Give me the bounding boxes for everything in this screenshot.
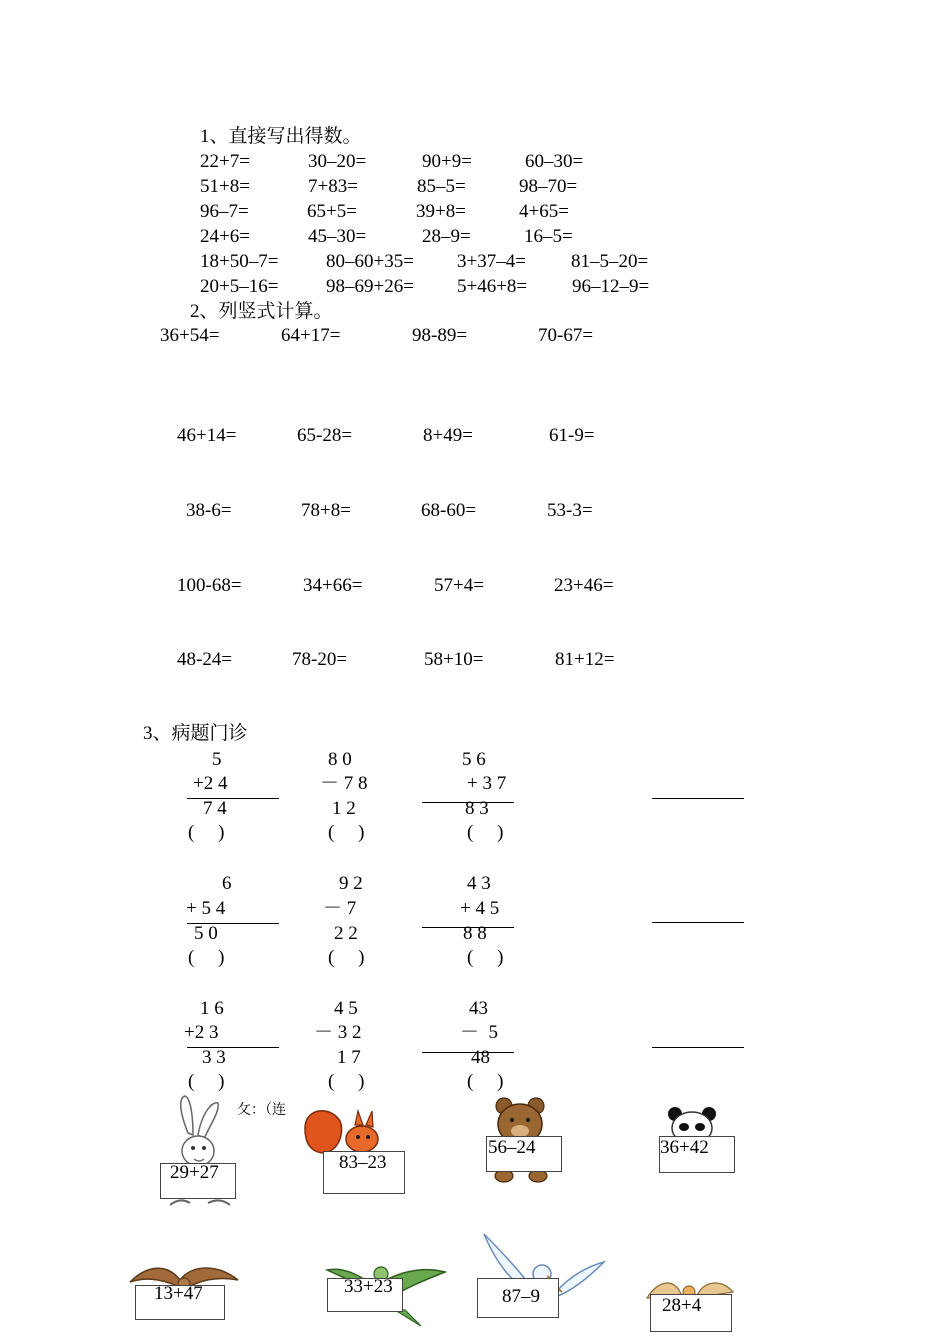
s2-r4-c1: 100-68= [177, 575, 242, 596]
p7-paren: ( ) [188, 1071, 225, 1092]
p2-paren: ( ) [328, 822, 365, 843]
p8-ans: 1 7 [337, 1047, 361, 1068]
s2-r1-c3: 98-89= [412, 325, 468, 346]
card-panda-label: 36+42 [660, 1137, 709, 1158]
section1-title: 1、直接写出得数。 [200, 126, 362, 147]
s2-r1-c4: 70-67= [538, 325, 594, 346]
card-squirrel-label: 83–23 [339, 1152, 387, 1173]
p6-paren: ( ) [467, 947, 504, 968]
s1-r3-c4: 4+65= [519, 201, 569, 222]
p9-paren: ( ) [467, 1071, 504, 1092]
s1-r3-c3: 39+8= [416, 201, 466, 222]
card-rabbit-label: 29+27 [170, 1162, 219, 1183]
s1-r1-c2: 30–20= [308, 151, 367, 172]
s1-r4-c1: 24+6= [200, 226, 250, 247]
s2-r5-c4: 81+12= [555, 649, 615, 670]
s1-r1-c3: 90+9= [422, 151, 472, 172]
p1-paren: ( ) [188, 822, 225, 843]
p8-mid: － 3 2 [314, 1022, 362, 1043]
s2-r3-c4: 53-3= [547, 500, 593, 521]
s2-r2-c4: 61-9= [549, 425, 595, 446]
s1-r1-c4: 60–30= [525, 151, 584, 172]
s2-r5-c2: 78-20= [292, 649, 348, 670]
s2-r4-c4: 23+46= [554, 575, 614, 596]
p2-ans: 1 2 [332, 798, 356, 819]
s1-r3-c2: 65+5= [307, 201, 357, 222]
s1-r2-c4: 98–70= [519, 176, 578, 197]
section4-partial-title: 攵：（连 [237, 1103, 286, 1118]
p7-line [187, 1047, 279, 1048]
s1-r2-c3: 85–5= [417, 176, 466, 197]
p1-line [187, 798, 279, 799]
section3-title: 3、病题门诊 [143, 723, 248, 744]
p3-ans: 8 3 [465, 798, 489, 819]
p2-mid: － 7 8 [320, 773, 368, 794]
card-brown-bird-label: 13+47 [154, 1283, 203, 1304]
p1-ans: 7 4 [203, 798, 227, 819]
p6-top: 4 3 [467, 873, 491, 894]
p9-line [422, 1052, 514, 1053]
s1-r4-c2: 45–30= [308, 226, 367, 247]
p3-paren: ( ) [467, 822, 504, 843]
card-small-bird-label: 28+4 [662, 1295, 702, 1316]
s2-r5-c3: 58+10= [424, 649, 484, 670]
s2-r2-c3: 8+49= [423, 425, 473, 446]
p1-top: 5 [212, 749, 222, 770]
s1-r6-c3: 5+46+8= [457, 276, 528, 297]
s1-r2-c2: 7+83= [308, 176, 358, 197]
s1-r6-c4: 96–12–9= [572, 276, 650, 297]
p2-top: 8 0 [328, 749, 352, 770]
s1-r1-c1: 22+7= [200, 151, 250, 172]
s1-r3-c1: 96–7= [200, 201, 249, 222]
p7-top: 1 6 [200, 998, 224, 1019]
p1-mid: +2 4 [193, 773, 228, 794]
correction-line-2 [652, 922, 744, 923]
s1-r5-c2: 80–60+35= [326, 251, 414, 272]
s1-r2-c1: 51+8= [200, 176, 250, 197]
p3-top: 5 6 [462, 749, 486, 770]
p7-ans: 3 3 [202, 1047, 226, 1068]
s2-r4-c2: 34+66= [303, 575, 363, 596]
s1-r6-c1: 20+5–16= [200, 276, 279, 297]
p8-top: 4 5 [334, 998, 358, 1019]
s1-r5-c3: 3+37–4= [457, 251, 526, 272]
p9-top: 43 [469, 998, 488, 1019]
p7-mid: +2 3 [184, 1022, 219, 1043]
s1-r5-c4: 81–5–20= [571, 251, 649, 272]
s2-r1-c2: 64+17= [281, 325, 341, 346]
p5-paren: ( ) [328, 947, 365, 968]
s2-r4-c3: 57+4= [434, 575, 484, 596]
s2-r3-c1: 38-6= [186, 500, 232, 521]
s1-r6-c2: 98–69+26= [326, 276, 414, 297]
p4-paren: ( ) [188, 947, 225, 968]
p5-mid: － 7 [323, 898, 357, 919]
p6-mid: + 4 5 [460, 898, 500, 919]
s2-r5-c1: 48-24= [177, 649, 233, 670]
p4-mid: + 5 4 [186, 898, 226, 919]
s1-r5-c1: 18+50–7= [200, 251, 279, 272]
correction-line-1 [652, 798, 744, 799]
s2-r3-c2: 78+8= [301, 500, 351, 521]
p6-ans: 8 8 [463, 923, 487, 944]
s2-r2-c2: 65-28= [297, 425, 353, 446]
section2-title: 2、列竖式计算。 [190, 301, 333, 322]
s2-r3-c3: 68-60= [421, 500, 477, 521]
s2-r2-c1: 46+14= [177, 425, 237, 446]
correction-line-3 [652, 1047, 744, 1048]
p5-ans: 2 2 [334, 923, 358, 944]
p3-mid: + 3 7 [467, 773, 507, 794]
p9-mid: － 5 [460, 1022, 499, 1043]
s1-r4-c3: 28–9= [422, 226, 471, 247]
s1-r4-c4: 16–5= [524, 226, 573, 247]
p9-ans: 48 [471, 1047, 490, 1068]
p8-paren: ( ) [328, 1071, 365, 1092]
card-green-bird-label: 33+23 [344, 1276, 393, 1297]
s2-r1-c1: 36+54= [160, 325, 220, 346]
p5-top: 9 2 [339, 873, 363, 894]
p4-top: 6 [222, 873, 232, 894]
p4-ans: 5 0 [194, 923, 218, 944]
card-white-bird-label: 87–9 [502, 1286, 540, 1307]
card-bear-label: 56–24 [488, 1137, 536, 1158]
